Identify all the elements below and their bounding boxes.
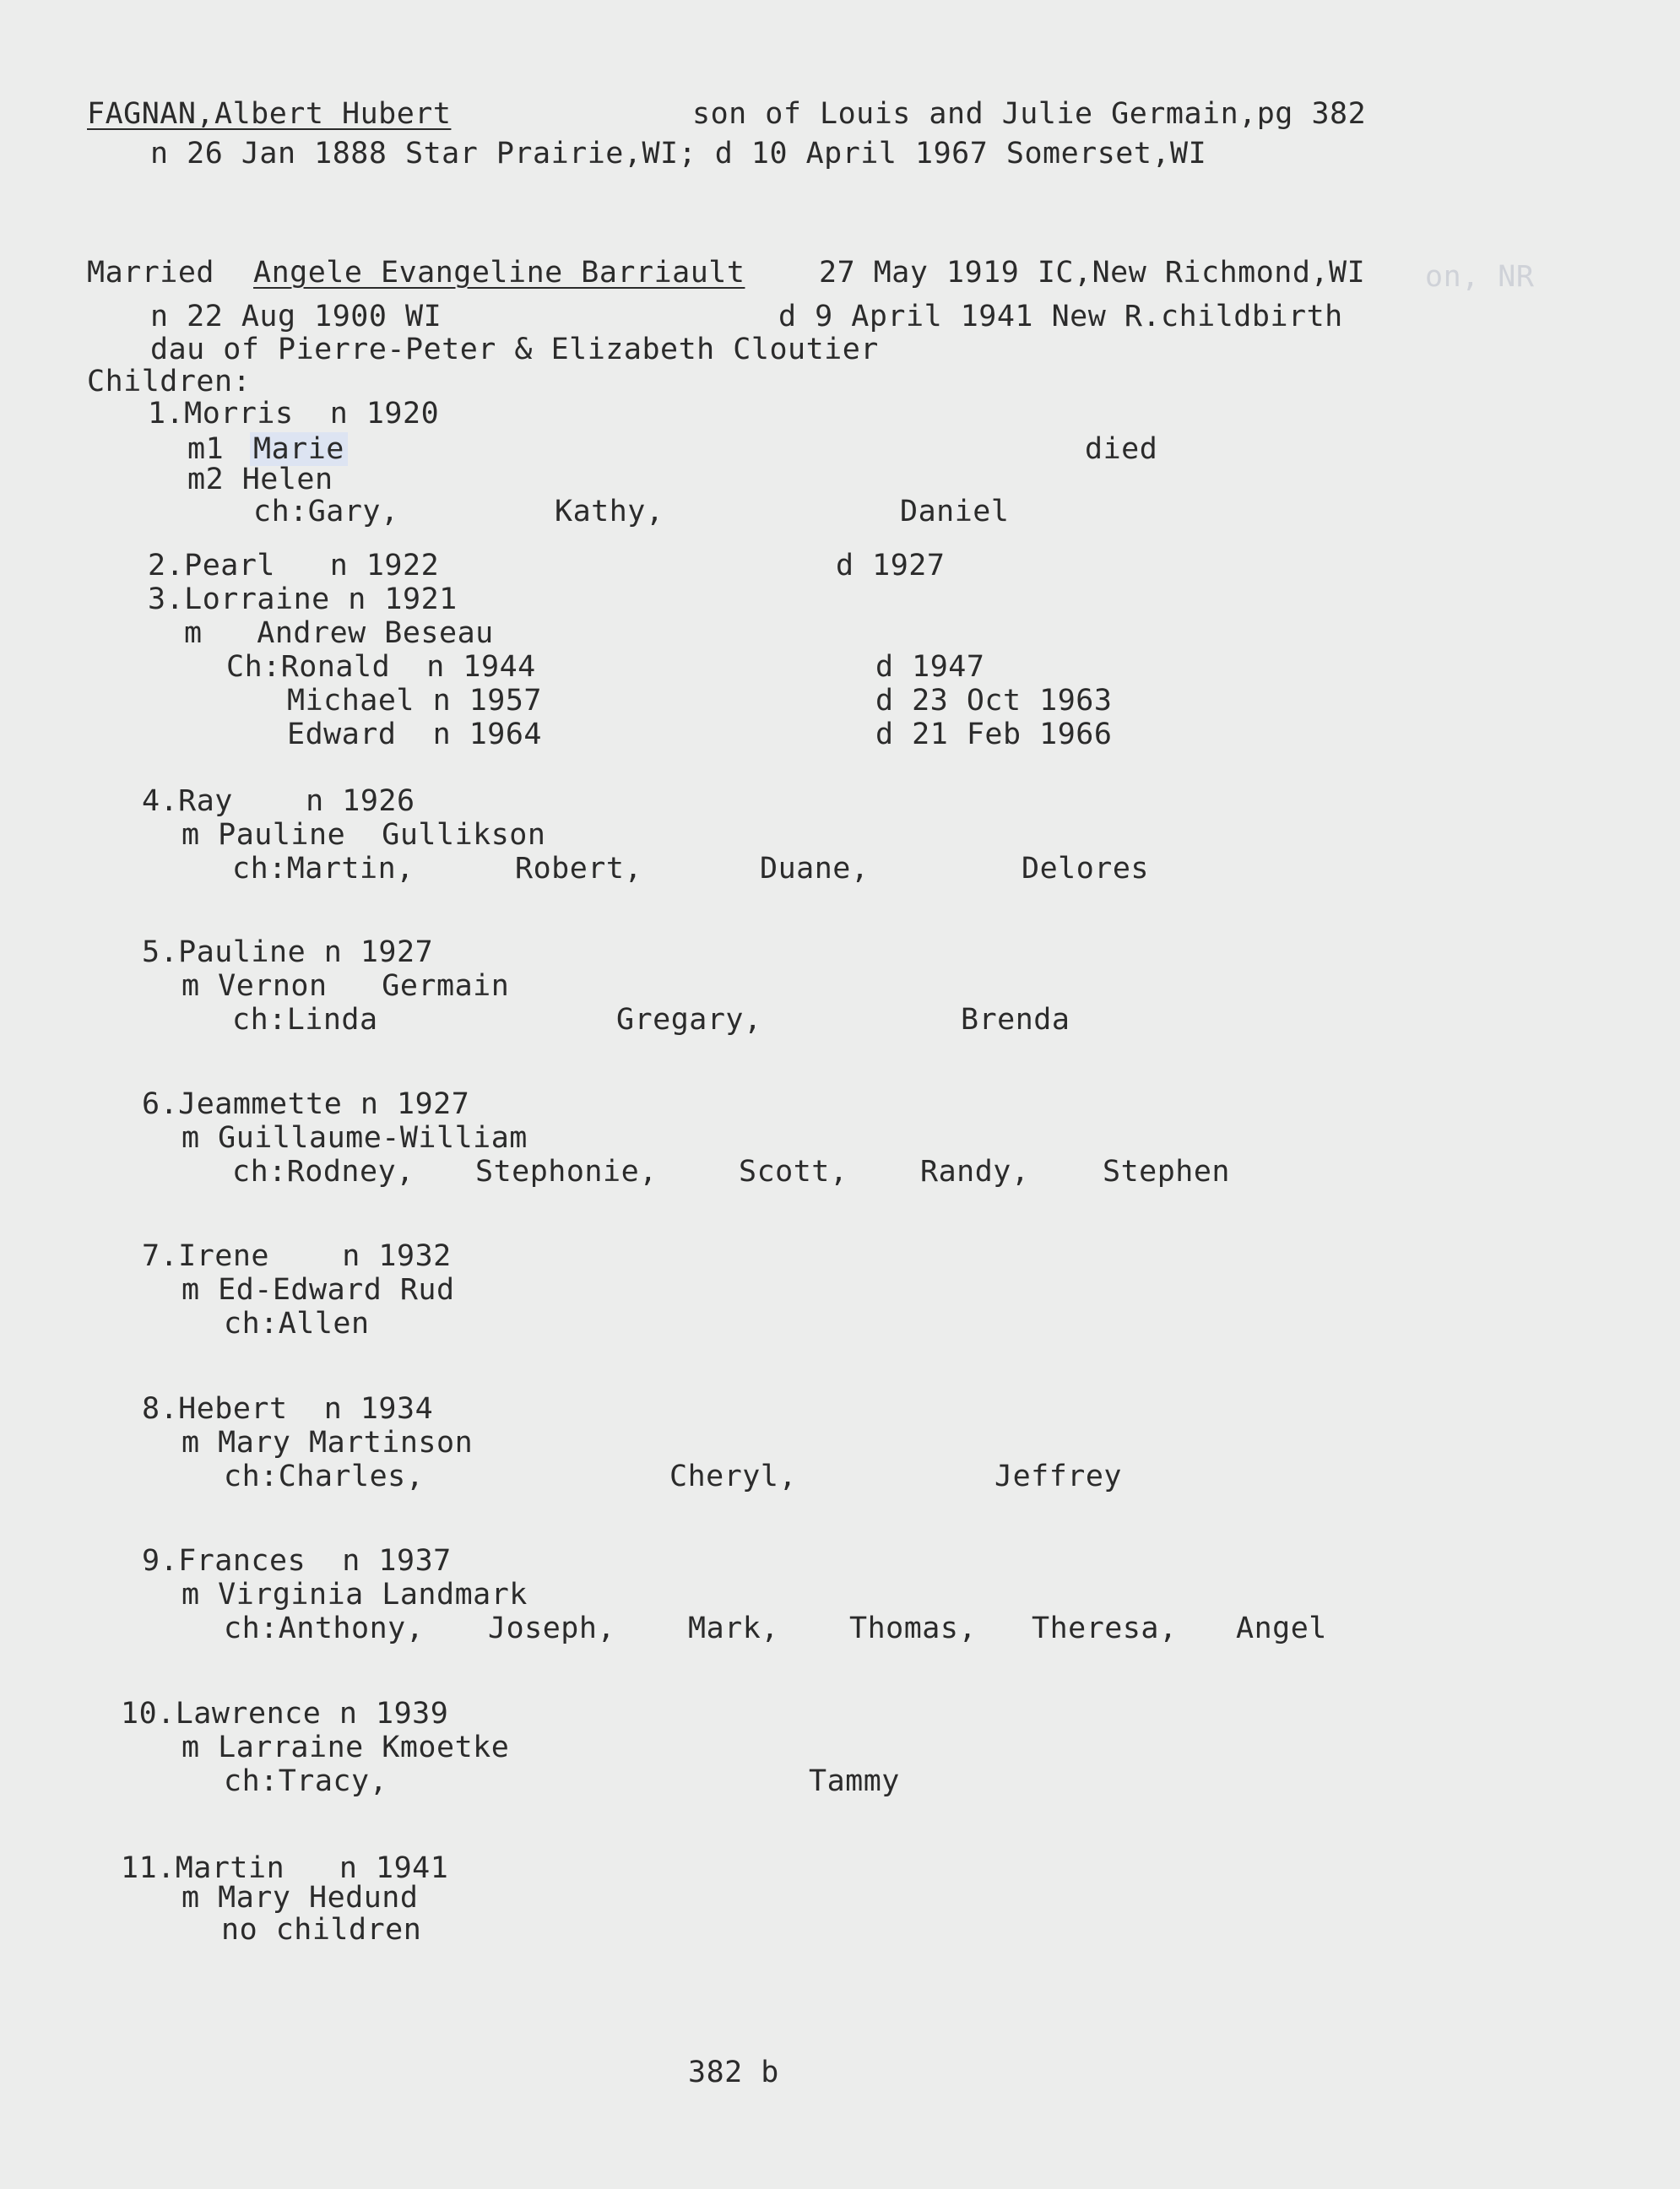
child-1-m2: m2 Helen	[187, 463, 333, 496]
child-1-kid: Daniel	[900, 495, 1010, 528]
child-3-kid-name: Ch:Ronald n 1944	[226, 650, 536, 684]
marriage-details: 27 May 1919 IC,New Richmond,WI	[819, 256, 1366, 290]
child-3-heading: 3.Lorraine n 1921	[148, 582, 458, 616]
child-1-kid: ch:Gary,	[253, 495, 399, 528]
child-2-heading: 2.Pearl n 1922	[148, 549, 440, 582]
child-11-heading: 11.Martin n 1941	[121, 1851, 449, 1885]
child-4-spouse: m Pauline Gullikson	[182, 818, 546, 852]
child-9-spouse: m Virginia Landmark	[182, 1578, 528, 1612]
child-6-spouse: m Guillaume-William	[182, 1121, 528, 1155]
children-heading: Children:	[87, 365, 252, 398]
spouse-birth: n 22 Aug 1900 WI	[150, 300, 442, 333]
child-7-spouse: m Ed-Edward Rud	[182, 1273, 455, 1307]
child-6-kid: Stephen	[1103, 1155, 1231, 1189]
child-9-heading: 9.Frances n 1937	[142, 1544, 452, 1578]
ghost-text: on, NR	[1425, 260, 1535, 294]
child-6-kid: Scott,	[739, 1155, 848, 1189]
child-5-kid: ch:Linda	[232, 1003, 378, 1037]
child-9-kid: Angel	[1236, 1612, 1327, 1645]
child-8-spouse: m Mary Martinson	[182, 1426, 474, 1460]
child-1-m1-prefix: m1	[187, 432, 225, 466]
child-8-kid: Cheryl,	[669, 1460, 798, 1493]
subject-name: FAGNAN,Albert Hubert	[87, 97, 452, 131]
child-9-kid: Thomas,	[849, 1612, 978, 1645]
child-1-heading: 1.Morris n 1920	[148, 397, 440, 431]
child-1-m1-note: died	[1085, 432, 1158, 466]
child-3-kid-death: d 21 Feb 1966	[875, 718, 1113, 751]
married-prefix: Married	[87, 256, 215, 290]
child-1-kid: Kathy,	[555, 495, 664, 528]
child-2-death: d 1927	[836, 549, 946, 582]
child-6-kid: ch:Rodney,	[232, 1155, 415, 1189]
child-9-kid: Theresa,	[1032, 1612, 1178, 1645]
child-5-heading: 5.Pauline n 1927	[142, 935, 434, 969]
child-4-heading: 4.Ray n 1926	[142, 784, 415, 818]
child-3-kid-name: Michael n 1957	[287, 684, 543, 718]
child-10-spouse: m Larraine Kmoetke	[182, 1731, 510, 1764]
child-3-kid-name: Edward n 1964	[287, 718, 543, 751]
child-4-kid: ch:Martin,	[232, 852, 415, 886]
child-10-kid: Tammy	[809, 1764, 900, 1798]
child-7-kid: ch:Allen	[224, 1307, 370, 1341]
child-9-kid: Joseph,	[488, 1612, 616, 1645]
child-6-kid: Randy,	[920, 1155, 1030, 1189]
child-3-spouse: m Andrew Beseau	[184, 616, 494, 650]
spouse-death: d 9 April 1941 New R.childbirth	[778, 300, 1343, 333]
child-7-heading: 7.Irene n 1932	[142, 1239, 452, 1273]
subject-birth-death: n 26 Jan 1888 Star Prairie,WI; d 10 April 1967 Somerset,WI	[150, 137, 1207, 171]
child-9-kid: ch:Anthony,	[224, 1612, 425, 1645]
child-4-kid: Robert,	[515, 852, 643, 886]
child-1-m1-name: Marie	[250, 432, 348, 466]
child-11-kid: no children	[221, 1913, 422, 1947]
child-4-kid: Delores	[1022, 852, 1150, 886]
child-6-kid: Stephonie,	[475, 1155, 658, 1189]
child-5-spouse: m Vernon Germain	[182, 969, 510, 1003]
child-5-kid: Brenda	[961, 1003, 1070, 1037]
child-8-heading: 8.Hebert n 1934	[142, 1392, 434, 1426]
child-3-kid-death: d 1947	[875, 650, 985, 684]
child-9-kid: Mark,	[688, 1612, 779, 1645]
child-8-kid: Jeffrey	[994, 1460, 1123, 1493]
child-10-kid: ch:Tracy,	[224, 1764, 388, 1798]
child-8-kid: ch:Charles,	[224, 1460, 425, 1493]
page-number: 382 b	[688, 2056, 779, 2089]
child-11-spouse: m Mary Hedund	[182, 1881, 419, 1915]
spouse-name: Angele Evangeline Barriault	[253, 256, 745, 290]
child-10-heading: 10.Lawrence n 1939	[121, 1697, 449, 1731]
child-6-heading: 6.Jeammette n 1927	[142, 1087, 470, 1121]
subject-parents: son of Louis and Julie Germain,pg 382	[692, 97, 1367, 131]
spouse-parents: dau of Pierre-Peter & Elizabeth Cloutier	[150, 333, 879, 366]
child-5-kid: Gregary,	[616, 1003, 762, 1037]
child-3-kid-death: d 23 Oct 1963	[875, 684, 1113, 718]
child-4-kid: Duane,	[760, 852, 870, 886]
